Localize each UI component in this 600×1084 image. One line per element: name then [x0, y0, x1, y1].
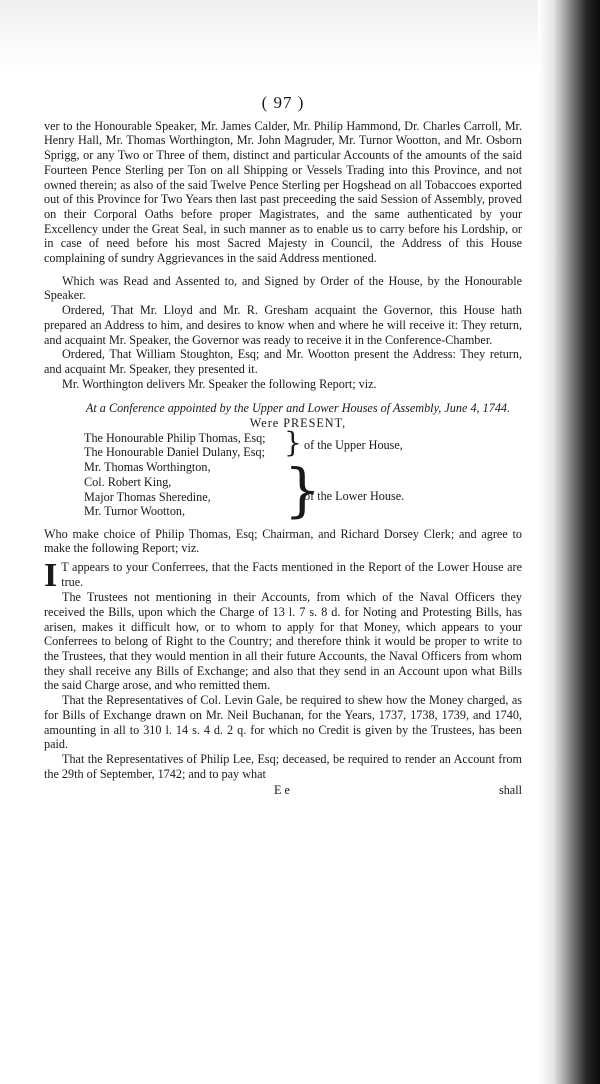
- drop-cap: I: [44, 557, 58, 595]
- report-paragraph: The Trustees not mentioning in their Accounts, from which of the Naval Officers they received the Bills, upon which the Charge of 13 l. 7 s. 8 d. for Noting and Protesting Bills, has arisen, makes it difficult how, or to whom to apply for that Money, which appears to your Conferrees to belong of Right to the Country; and therefore think it would be proper to write to the Trustees, that they would mention in all their future Accounts, the Naval Officers from whom they shall receive any Bills of Exchange; and also that they send in an Account upon what Bills the said Charge arose, and who remitted them.: [44, 590, 522, 693]
- report-block: [44, 557, 522, 595]
- upper-member: The Honourable Daniel Dulany, Esq;: [84, 445, 265, 460]
- report-intro-paragraph: Mr. Worthington delivers Mr. Speaker the following Report; viz.: [62, 376, 377, 391]
- order-lloyd-paragraph: Ordered, That Mr. Lloyd and Mr. R. Gresham acquaint the Governor, this House hath prepared an Address to him, and desires to know when and where he will receive it: They return, and acquaint Mr. Speaker, the Governor was ready to receive it in the Conference-Chamber.: [44, 303, 522, 347]
- members-list: [84, 425, 522, 527]
- upper-brace: }: [284, 425, 302, 459]
- lower-member: Mr. Turnor Wootton,: [84, 504, 186, 519]
- chairman-paragraph: Who make choice of Philip Thomas, Esq; Chairman, and Richard Dorsey Clerk; and agree to make the following Report; viz.: [44, 526, 522, 556]
- page-top-shading: [0, 0, 600, 70]
- catchword: shall: [498, 783, 522, 798]
- lower-member: Col. Robert King,: [84, 474, 172, 489]
- upper-house-label: of the Upper House,: [304, 437, 403, 452]
- page-text-block: [44, 93, 522, 798]
- address-paragraph: ver to the Honourable Speaker, Mr. James Calder, Mr. Philip Hammond, Dr. Charles Carroll, Mr. Henry Hall, Mr. Thomas Worthington, Mr. John Magruder, Mr. Turnor Wootton, and Mr. Osborn Sprigg, or any Two or Three of them, distinct and particular Accounts of the amounts of the said Fourteen Pence Sterling per Ton on all Shipping or Vessels Trading into this Province, and not owned therein; as also of the said Twelve Pence Sterling per Hogshead on all Tobaccoes exported out of this Province for Two Years then last past preceeding the said Session of Assembly, proved on their Corporal Oaths before proper Magistrates, and the same authenticated by your Excellency under the Great Seal, in such manner as to enable us to carry before his Lordship, or in case of need before his most Sacred Majesty in Council, the Address of this House complaining of sundry Aggrievances in the said Address mentioned.: [44, 118, 522, 266]
- upper-member: The Honourable Philip Thomas, Esq;: [84, 430, 266, 445]
- lower-brace: }: [284, 455, 321, 524]
- order-stoughton-paragraph: Ordered, That William Stoughton, Esq; and Mr. Wootton present the Address: They return, and acquaint Mr. Speaker, they presented it.: [44, 347, 522, 376]
- lower-member: Major Thomas Sheredine,: [84, 489, 211, 504]
- lower-member: Mr. Thomas Worthington,: [84, 460, 211, 475]
- assent-paragraph: Which was Read and Assented to, and Signed by Order of the House, by the Honourable Speaker.: [44, 273, 522, 303]
- lower-house-label: of the Lower House.: [304, 488, 405, 503]
- present-label: Were PRESENT,: [249, 416, 347, 431]
- conference-heading: At a Conference appointed by the Upper and Lower Houses of Assembly, June 4, 1744.: [85, 401, 511, 416]
- report-paragraph: That the Representatives of Col. Levin Gale, be required to shew how the Money charged, as for Bills of Exchange drawn on Mr. Neil Buchanan, for the Years, 1737, 1738, 1739, and 1740, amounting in all to 310 l. 14 s. 4 d. 2 q. for which no Credit is given by the Trustees, has been paid.: [44, 693, 522, 752]
- report-paragraph: T appears to your Conferrees, that the Facts mentioned in the Report of the Lower House are true.: [61, 560, 522, 589]
- page-number: ( 97 ): [261, 93, 305, 112]
- report-paragraph: That the Representatives of Philip Lee, Esq; deceased, be required to render an Account from the 29th of September, 1742; and to pay what: [44, 751, 522, 781]
- page-footer: [44, 783, 522, 798]
- signature-mark: E e: [274, 783, 290, 798]
- book-binding-shadow: [538, 0, 600, 1084]
